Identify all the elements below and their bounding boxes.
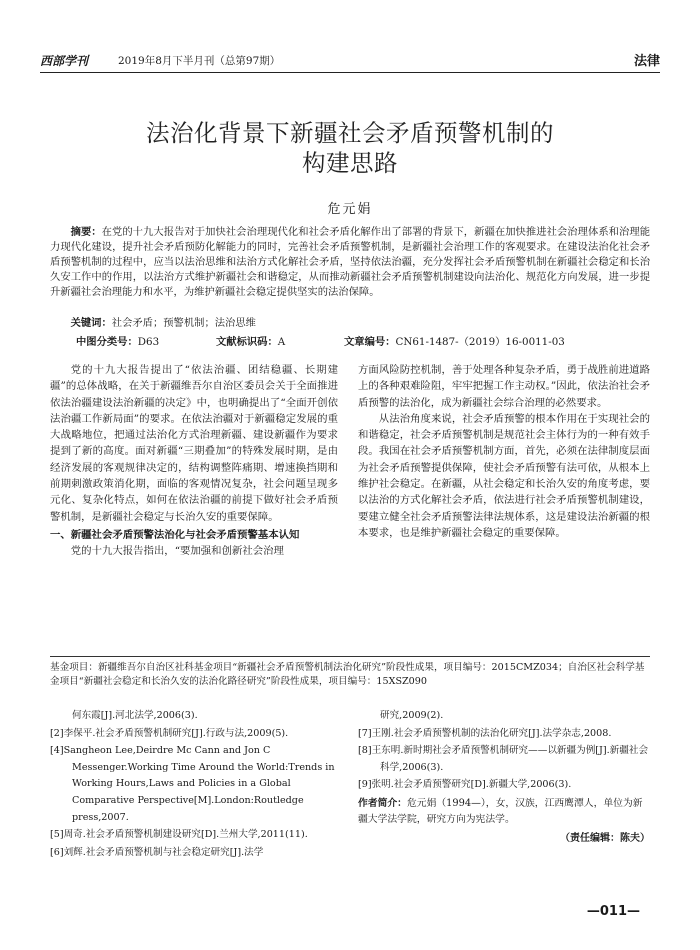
clc-field xyxy=(76,333,159,348)
reference-item: [6]刘辉.社会矛盾预警机制与社会稳定研究[J].法学 xyxy=(50,846,264,858)
body-paragraph: 党的十九大报告提出了“依法治疆、团结稳疆、长期建疆”的总体战略，在关于新疆维吾尔自治区委员会关于全面推进依法治疆建设法治新疆的决定》中，也明确提出了“全面开创依法治疆工作新局面”的要求。在依法治疆对于新疆稳定发展的重大战略地位，把通过法治化方式治理新疆、建设新疆作为要求提到了新的高度。面对新疆“三期叠加”的特殊发展时期，是由经济发展的客观规律决定的，结构调整阵痛期、增速换挡期和前期刺激政策消化期，面临的客观情况复杂，社会问题呈现多元化、复杂化特点，如何在依法治疆的前提下做好社会矛盾预警机制，是新疆社会稳定与长治久安的重要保障。 xyxy=(50,364,338,523)
reference-item: [2]李保平.社会矛盾预警机制研究[J].行政与法,2009(5). xyxy=(50,727,289,739)
doc-code-label: 文献标识码： xyxy=(216,336,278,348)
article-title xyxy=(60,118,640,178)
references-left xyxy=(50,708,340,862)
body-paragraph: 从法治角度来说，社会矛盾预警的根本作用在于实现社会的和谐稳定，社会矛盾预警机制是规范社会主体行为的一种有效手段。我国在社会矛盾预警机制方面，首先，必须在法律制度层面为社会矛盾预警提供保障，使社会矛盾预警有法可依，从根本上维护社会稳定。在新疆，从社会稳定和长治久安的角度考虑，要以法治的方式化解社会矛盾，依法进行社会矛盾预警机制建设，要建立健全社会矛盾预警法律法规体系，这是建设法治新疆的根本要求，也是维护新疆社会稳定的重要保障。 xyxy=(358,412,650,539)
reference-item: 何东霞[J].河北法学,2006(3). xyxy=(72,710,198,721)
clc-label: 中图分类号： xyxy=(76,336,138,348)
reference-item: 研究,2009(2). xyxy=(380,710,444,721)
classification-meta xyxy=(76,333,650,348)
reference-item: [8]王东明.新时期社会矛盾预警机制研究——以新疆为例[J].新疆社会科学,2006(3). xyxy=(358,745,649,773)
page-number: —011— xyxy=(586,904,640,919)
editor-name: 陈夫） xyxy=(620,832,650,844)
section-label: 法律 xyxy=(633,54,660,69)
reference-item: [9]张明.社会矛盾预警研究[D].新疆大学,2006(3). xyxy=(358,779,572,791)
journal-name: 西部学刊 xyxy=(40,54,89,68)
references-right xyxy=(358,708,650,848)
reference-item: [4]Sangheon Lee,Deirdre Mc Cann and Jon C Messenger.Working Time Around the World:Trends in Working Hours,Laws and Policies in a Global Comparative Perspective[M].London:Routledge press,2007. xyxy=(50,745,335,823)
reference-item: [5]周奇.社会矛盾预警机制建设研究[D].兰州大学,2011(11). xyxy=(50,829,308,841)
running-header xyxy=(40,50,660,73)
author-bio-text: 危元娟（1994—），女，汉族，江西鹰潭人，单位为新疆大学法学院，研究方向为宪法学。 xyxy=(358,797,643,826)
section-heading: 一、新疆社会矛盾预警法治化与社会矛盾预警基本认知 xyxy=(50,528,300,541)
abstract-text: 在党的十九大报告对于加快社会治理现代化和社会矛盾化解作出了部署的背景下，新疆在加快推进社会治理体系和治理能力现代化建设，提升社会矛盾预防化解能力的同时，完善社会矛盾预警机制，是新疆社会治理工作的客观要求。在建设法治化社会矛盾预警机制的过程中，应当以法治思维和法治方式化解社会矛盾，坚持依法治疆，充分发挥社会矛盾预警机制在新疆社会稳定和长治久安工作中的作用，以法治方式维护新疆社会和谐稳定，从而推动新疆社会矛盾预警机制建设向法治化、规范化方向发展，进一步提升新疆社会治理能力和水平，为维护新疆社会稳定提供坚实的法治保障。 xyxy=(50,226,651,298)
keywords xyxy=(50,316,650,331)
body-paragraph: 党的十九大报告指出，“要加强和创新社会治理 xyxy=(70,545,284,558)
clc-value: D63 xyxy=(137,336,160,348)
body-paragraph: 方面风险防控机制，善于处理各种复杂矛盾，勇于战胜前进道路上的各种艰难险阻，牢牢把握工作主动权。”因此，依法治社会矛盾预警的法治化，成为新疆社会综合治理的必然要求。 xyxy=(358,364,650,409)
issue-info: 2019年8月下半月刊（总第97期） xyxy=(118,55,281,67)
title-line-2: 构建思路 xyxy=(302,149,398,177)
editor-label: （责任编辑： xyxy=(560,832,620,844)
editor-credit xyxy=(358,831,650,848)
abstract xyxy=(50,225,650,300)
author-bio-label: 作者简介： xyxy=(358,797,407,809)
author-bio xyxy=(358,796,650,829)
article-number-value: CN61-1487-（2019）16-0011-03 xyxy=(395,336,565,348)
body-column-right xyxy=(358,362,650,541)
doc-code-value: A xyxy=(277,336,286,348)
keywords-label: 关键词： xyxy=(70,317,112,329)
reference-item: [7]王刚.社会矛盾预警机制的法治化研究[J].法学杂志,2008. xyxy=(358,727,612,739)
keywords-text: 社会矛盾；预警机制；法治思维 xyxy=(111,317,256,329)
article-number-label: 文章编号： xyxy=(344,336,396,348)
author-name: 危元娟 xyxy=(327,202,373,217)
abstract-label: 摘要： xyxy=(70,226,102,238)
body-column-left xyxy=(50,362,338,560)
article-number-field xyxy=(344,333,565,348)
doc-code-field xyxy=(216,333,285,348)
fund-note: 基金项目：新疆维吾尔自治区社科基金项目“新疆社会矛盾预警机制法治化研究”阶段性成果，项目编号：2015CMZ034；自治区社会科学基金项目“新疆社会稳定和长治久安的法治化路径研究”阶段性成果，项目编号：15XSZ090 xyxy=(50,656,650,689)
title-line-1: 法治化背景下新疆社会矛盾预警机制的 xyxy=(146,119,554,147)
